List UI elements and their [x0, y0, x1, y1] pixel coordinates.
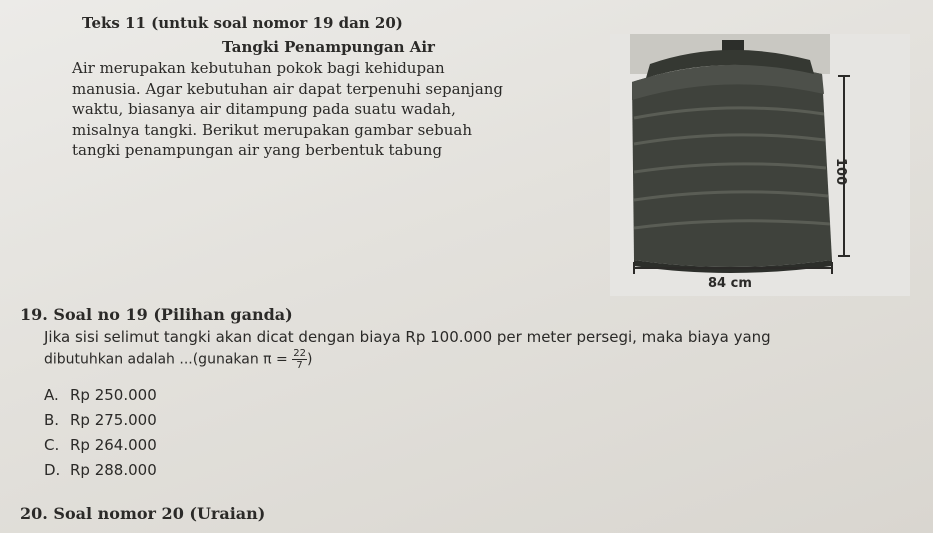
pi-numerator: 22 [293, 348, 306, 359]
passage-line: manusia. Agar kebutuhan air dapat terpenuhi sepanjang [72, 79, 504, 98]
option-letter: A. [44, 386, 59, 404]
question-19-text [44, 326, 914, 371]
question-19-line2-suffix: ) [306, 351, 313, 368]
option-text: Rp 275.000 [70, 411, 157, 429]
passage [72, 58, 530, 161]
pi-fraction [292, 348, 307, 371]
tank-diameter-label: 84 cm [708, 276, 752, 291]
passage-line: misalnya tangki. Berikut merupakan gambar sebuah [72, 120, 473, 139]
water-tank-figure [610, 34, 910, 296]
pi-denominator: 7 [296, 360, 303, 371]
tank-height-label: 100 [833, 158, 848, 186]
question-19-line1: Jika sisi selimut tangki akan dicat dengan biaya Rp 100.000 per meter persegi, maka biaya yang [44, 328, 771, 346]
passage-line: Air merupakan kebutuhan pokok bagi kehidupan [72, 59, 445, 77]
question-19-line2-prefix: dibutuhkan adalah ...(gunakan π = [44, 351, 293, 368]
option-letter: C. [44, 436, 60, 454]
answer-option-c[interactable] [44, 433, 157, 458]
answer-option-b[interactable] [44, 408, 157, 433]
option-text: Rp 250.000 [70, 386, 157, 404]
option-letter: B. [44, 411, 60, 429]
answer-option-d[interactable] [44, 458, 157, 483]
option-text: Rp 264.000 [70, 436, 157, 454]
text-title: Teks 11 (untuk soal nomor 19 dan 20) [82, 14, 403, 32]
question-19-line2 [44, 348, 914, 371]
option-text: Rp 288.000 [70, 461, 157, 479]
water-tank-image [610, 34, 910, 296]
question-20-heading: 20. Soal nomor 20 (Uraian) [20, 504, 266, 523]
answer-options [44, 383, 157, 483]
passage-line: tangki penampungan air yang berbentuk tabung [72, 141, 443, 159]
option-letter: D. [44, 461, 61, 479]
question-19-heading: 19. Soal no 19 (Pilihan ganda) [20, 305, 293, 324]
passage-subtitle: Tangki Penampungan Air [222, 38, 435, 56]
passage-line: waktu, biasanya air ditampung pada suatu wadah, [72, 100, 456, 118]
answer-option-a[interactable] [44, 383, 157, 408]
